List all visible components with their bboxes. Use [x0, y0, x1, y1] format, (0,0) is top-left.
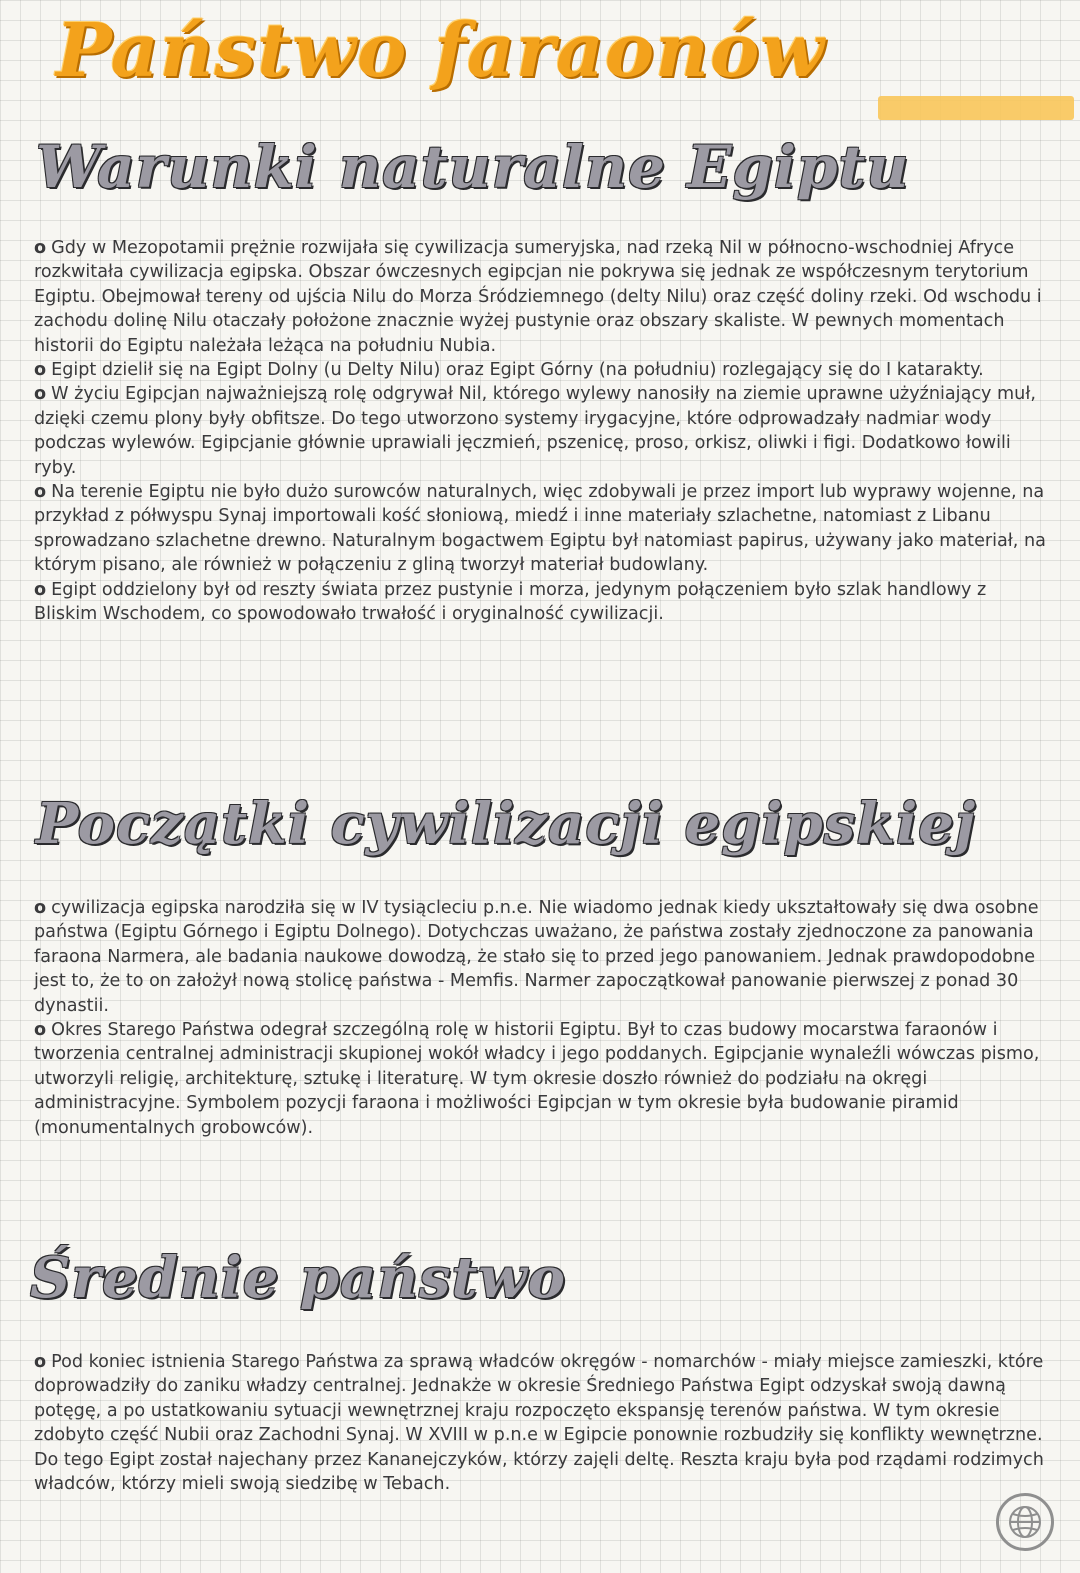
paragraph: Pod koniec istnienia Starego Państwa za sprawą władców okręgów - nomarchów - miały miejsce zamieszki, które doprowadziły do zaniku władzy centralnej. Jednakże w okresie Średniego Państwa Egipt odzyskał swoją dawną potęgę, a po ustatkowaniu sytuacji wewnętrznej kraju rozpoczęto ekspansję terenów państwa. W tym okresie zdobyto część Nubii oraz Zachodni Synaj. W XVIII w p.n.e w Egipcie ponownie rozbudziły się konflikty wewnętrzne. Do tego Egipt został najechany przez Kananejczyków, którzy zajęli deltę. Reszta kraju była pod rządami rodzimych władców, którzy mieli swoją siedzibę w Tebach.	[34, 1352, 1044, 1495]
list-item	[34, 358, 1046, 382]
page-title: Państwo faraonów	[56, 8, 826, 94]
list-item	[34, 896, 1044, 1018]
list-item	[34, 578, 1046, 627]
list-item	[34, 236, 1046, 358]
section-heading-natural-conditions: Warunki naturalne Egiptu	[36, 133, 910, 201]
bullet: o	[34, 579, 47, 600]
paragraph: Okres Starego Państwa odegrał szczególną rolę w historii Egiptu. Był to czas budowy mocarstwa faraonów i tworzenia centralnej administracji skupionej wokół władcy i jego poddanych. Egipcjanie wynaleźli wówczas pismo, utworzyli religię, architekturę, sztukę i literaturę. W tym okresie doszło również do podziału na okręgi administracyjne. Symbolem pozycji faraona i możliwości Egipcjan w tym okresie była budowanie piramid (monumentalnych grobowców).	[34, 1020, 1040, 1138]
section-beginnings-text	[34, 896, 1044, 1140]
globe-icon	[996, 1493, 1054, 1551]
section-heading-middle-kingdom: Średnie państwo	[30, 1245, 566, 1311]
globe-icon-graphic	[1007, 1504, 1043, 1540]
list-item	[34, 1350, 1044, 1496]
highlighter-stroke	[878, 96, 1074, 120]
paragraph: W życiu Egipcjan najważniejszą rolę odgrywał Nil, którego wylewy nanosiły na ziemie uprawne użyźniający muł, dzięki czemu plony były obfitsze. Do tego utworzono systemy irygacyjne, które odprowadzały nadmiar wody podczas wylewów. Egipcjanie głównie uprawiali jęczmień, pszenicę, proso, orkisz, oliwki i figi. Dodatkowo łowili ryby.	[34, 384, 1036, 478]
bullet: o	[34, 360, 47, 381]
list-item	[34, 480, 1046, 578]
paragraph: Egipt dzielił się na Egipt Dolny (u Delty Nilu) oraz Egipt Górny (na południu) rozlegający się do I katarakty.	[51, 360, 984, 381]
list-item	[34, 1018, 1044, 1140]
paragraph: Egipt oddzielony był od reszty świata przez pustynie i morza, jedynym połączeniem było szlak handlowy z Bliskim Wschodem, co spowodowało trwałość i oryginalność cywilizacji.	[34, 579, 987, 625]
paragraph: Na terenie Egiptu nie było dużo surowców naturalnych, więc zdobywali je przez import lub wyprawy wojenne, na przykład z półwyspu Synaj importowali kość słoniową, miedź i inne materiały szlachetne, natomiast z Libanu sprowadzano szlachetne drewno. Naturalnym bogactwem Egiptu był natomiast papirus, używany jako materiał, na którym pisano, ale również w połączeniu z gliną tworzył materiał budowlany.	[34, 482, 1046, 576]
bullet: o	[34, 384, 47, 405]
paragraph: cywilizacja egipska narodziła się w IV tysiącleciu p.n.e. Nie wiadomo jednak kiedy ukształtowały się dwa osobne państwa (Egiptu Górnego i Egiptu Dolnego). Dotychczas uważano, że państwa zostały zjednoczone za panowania faraona Narmera, ale badania naukowe dowodzą, że stało się to przed jego panowaniem. Jednak prawdopodobne jest to, że to on założył nową stolicę państwa - Memfis. Narmer zapoczątkował panowanie pierwszej z ponad 30 dynastii.	[34, 898, 1039, 1016]
bullet: o	[34, 1352, 47, 1372]
section-heading-beginnings: Początki cywilizacji egipskiej	[36, 791, 977, 857]
section-middle-kingdom-text	[34, 1350, 1044, 1496]
bullet: o	[34, 898, 47, 918]
bullet: o	[34, 238, 47, 258]
bullet: o	[34, 482, 47, 503]
list-item	[34, 382, 1046, 480]
bullet: o	[34, 1020, 47, 1041]
section-natural-conditions-text	[34, 236, 1046, 627]
paragraph: Gdy w Mezopotamii prężnie rozwijała się cywilizacja sumeryjska, nad rzeką Nil w północno-wschodniej Afryce rozkwitała cywilizacja egipska. Obszar ówczesnych egipcjan nie pokrywa się jednak ze współczesnym terytorium Egiptu. Obejmował tereny od ujścia Nilu do Morza Śródziemnego (delty Nilu) oraz część doliny rzeki. Od wschodu i zachodu dolinę Nilu otaczały położone znacznie wyżej pustynie oraz obszary skaliste. W pewnych momentach historii do Egiptu należała leżąca na południu Nubia.	[34, 238, 1042, 356]
